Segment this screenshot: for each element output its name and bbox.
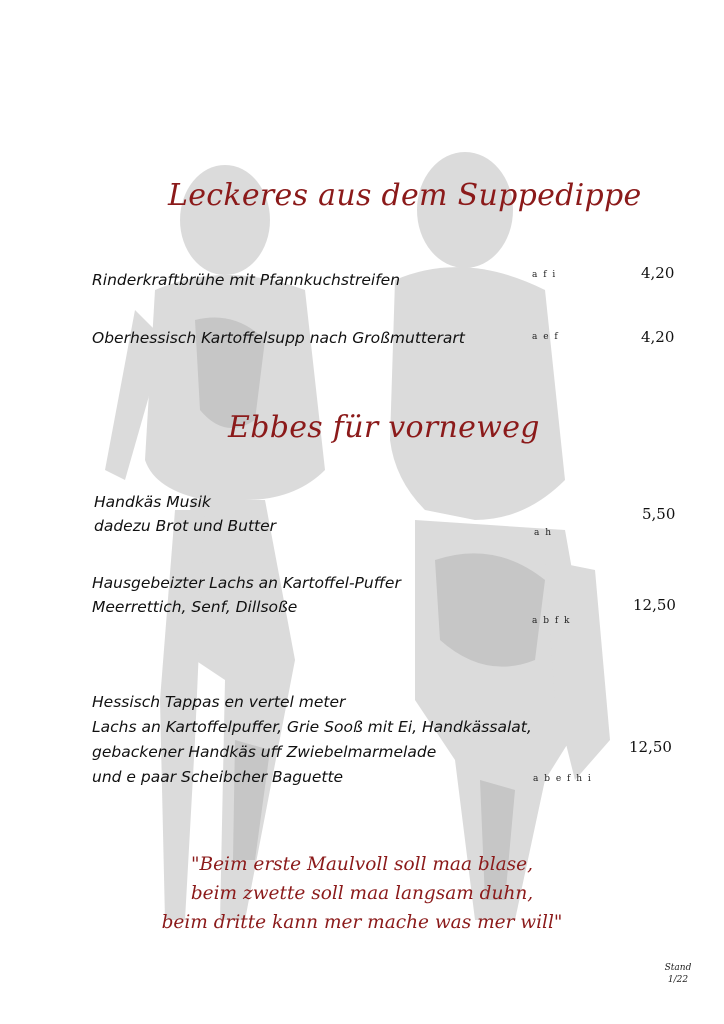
menu-item-line: Hessisch Tappas en vertel meter — [92, 693, 346, 711]
menu-item-line: Lachs an Kartoffelpuffer, Grie Sooß mit Ei, Handkässalat, — [92, 718, 532, 736]
menu-item-line: Hausgebeizter Lachs an Kartoffel-Puffer — [92, 574, 401, 592]
menu-item-name: Rinderkraftbrühe mit Pfannkuchstreifen — [92, 271, 401, 289]
section-title-soups: Leckeres aus dem Suppedippe — [168, 178, 642, 213]
stand-date: 1/22 — [667, 975, 689, 985]
section-title-starters: Ebbes für vorneweg — [228, 410, 540, 445]
menu-item-line: Meerrettich, Senf, Dillsoße — [92, 598, 298, 616]
allergen-codes: a f i — [532, 270, 557, 280]
menu-item-line: dadezu Brot und Butter — [94, 517, 277, 535]
menu-item-line: Handkäs Musik — [94, 493, 211, 511]
price: 12,50 — [629, 738, 672, 756]
price: 4,20 — [641, 328, 675, 346]
menu-item-name: Oberhessisch Kartoffelsupp nach Großmutterart — [92, 329, 465, 347]
menu-item-line: und e paar Scheibcher Baguette — [92, 768, 344, 786]
price: 5,50 — [642, 505, 676, 523]
allergen-codes: a b f k — [532, 616, 571, 626]
allergen-codes: a e f — [532, 332, 560, 342]
price: 4,20 — [641, 264, 675, 282]
allergen-codes: a b e f h i — [533, 774, 593, 784]
quote-line: "Beim erste Maulvoll soll maa blase, — [191, 854, 533, 875]
allergen-codes: a h — [534, 528, 553, 538]
quote-line: beim zwette soll maa langsam duhn, — [190, 883, 534, 904]
price: 12,50 — [633, 596, 676, 614]
quote-line: beim dritte kann mer mache was mer will" — [161, 912, 563, 933]
stand-label: Stand — [664, 963, 692, 973]
menu-item-line: gebackener Handkäs uff Zwiebelmarmelade — [92, 743, 437, 761]
